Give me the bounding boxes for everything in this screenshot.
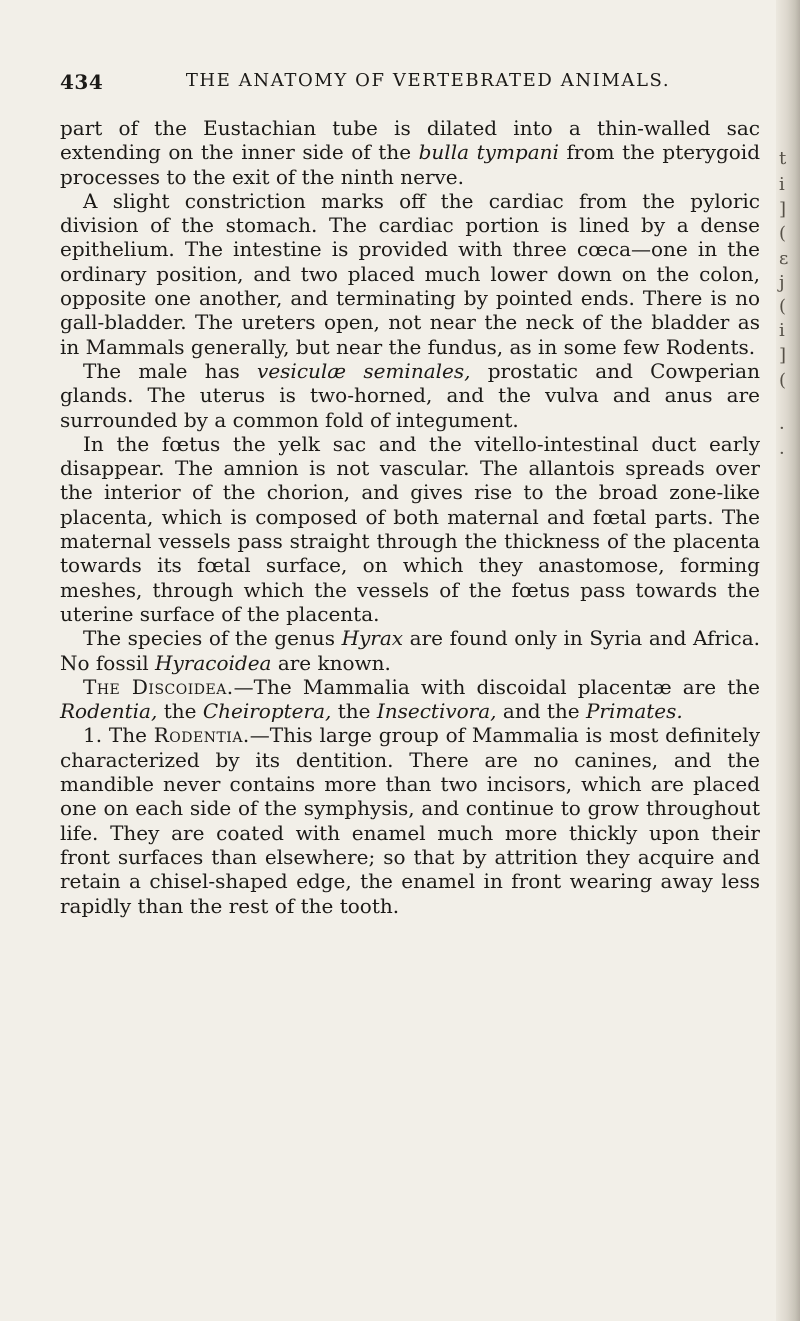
edge-fragment: i <box>779 174 785 195</box>
italic-term: Primates. <box>585 699 683 724</box>
edge-fragment: · <box>779 443 785 464</box>
text-run: and the <box>496 699 586 724</box>
text-run: The species of the genus <box>83 626 342 651</box>
section-heading: The Discoidea. <box>83 674 234 699</box>
paragraph-stomach: A slight constriction marks off the cardiac from the pyloric division of the stomach. The cardiac portion is lined by a dense epithelium. The intestine is provided with three cœca—one in the ordinary position, and two placed much lower down on the colon, opposite one another, and terminating by pointed ends. There is no gall-bladder. The ureters open, not near the neck of the bladder as in Mammals generally, but near the fundus, as in some few Rodents. <box>60 188 760 359</box>
italic-term: bulla tympani <box>418 140 559 165</box>
edge-fragment: ( <box>779 296 787 317</box>
text-run: are found only in Syria and Africa. No fossil <box>60 626 760 675</box>
italic-term: vesiculæ seminales, <box>257 358 471 383</box>
edge-fragment: ε <box>779 248 789 269</box>
text-run: —The Mammalia with discoidal placentæ are the <box>233 674 760 699</box>
paragraph-hyrax-species <box>60 626 760 675</box>
italic-term: Rodentia, <box>60 699 158 724</box>
text-run: 1. The <box>83 723 154 748</box>
edge-fragment: ( <box>779 223 787 244</box>
facing-page-edge <box>776 0 800 1321</box>
edge-fragment: ( <box>779 370 787 391</box>
edge-fragment: · <box>779 418 785 439</box>
text-run: The male has <box>83 358 258 383</box>
paragraph-discoidea <box>60 675 760 724</box>
page-header <box>60 70 750 100</box>
page-number: 434 <box>60 70 104 94</box>
text-run: from the pterygoid processes to the exit of the ninth nerve. <box>60 140 760 189</box>
body-text <box>60 116 760 918</box>
text-run: the <box>157 699 203 724</box>
text-run: the <box>331 699 377 724</box>
edge-fragment: i <box>779 320 785 341</box>
paragraph-eustachian <box>60 116 760 189</box>
edge-fragment: ] <box>779 199 787 220</box>
italic-term: Hyrax <box>341 626 404 651</box>
paragraph-rodentia <box>60 723 760 917</box>
paragraph-foetus: In the fœtus the yelk sac and the vitello-intestinal duct early disappear. The amnion is not vascular. The allantois spreads over the interior of the chorion, and gives rise to the broad zone-like placenta, which is composed of both maternal and fœtal parts. The maternal vessels pass straight through the thickness of the placenta towards its fœtal surface, on which they anastomose, forming meshes, through which the vessels of the fœtus pass towards the uterine surface of the placenta. <box>60 431 760 626</box>
italic-term: Hyracoidea <box>155 650 272 675</box>
edge-fragment: t <box>779 148 787 169</box>
paragraph-male-organs <box>60 359 760 432</box>
italic-term: Cheiroptera, <box>202 699 332 724</box>
edge-fragment: ] <box>779 345 787 366</box>
text-run: prostatic and Cowperian glands. The uterus is two-horned, and the vulva and anus are surrounded by a common fold of integument. <box>60 358 760 432</box>
section-heading: Rodentia. <box>153 723 250 748</box>
edge-fragment: j <box>779 272 785 293</box>
italic-term: Insectivora, <box>376 699 497 724</box>
text-run: are known. <box>271 650 391 675</box>
running-title: THE ANATOMY OF VERTEBRATED ANIMALS. <box>185 70 671 91</box>
text-run: —This large group of Mammalia is most definitely characterized by its dentition. There are no canines, and the mandible never contains more than two incisors, which are placed one on each side of the symphysis, and continue to grow throughout life. They are coated with enamel much more thickly upon their front surfaces than elsewhere; so that by attrition they acquire and retain a chisel-shaped edge, the enamel in front wearing away less rapidly than the rest of the tooth. <box>60 723 760 918</box>
text-run: part of the Eustachian tube is dilated into a thin-walled sac extending on the inner side of the <box>60 116 760 165</box>
